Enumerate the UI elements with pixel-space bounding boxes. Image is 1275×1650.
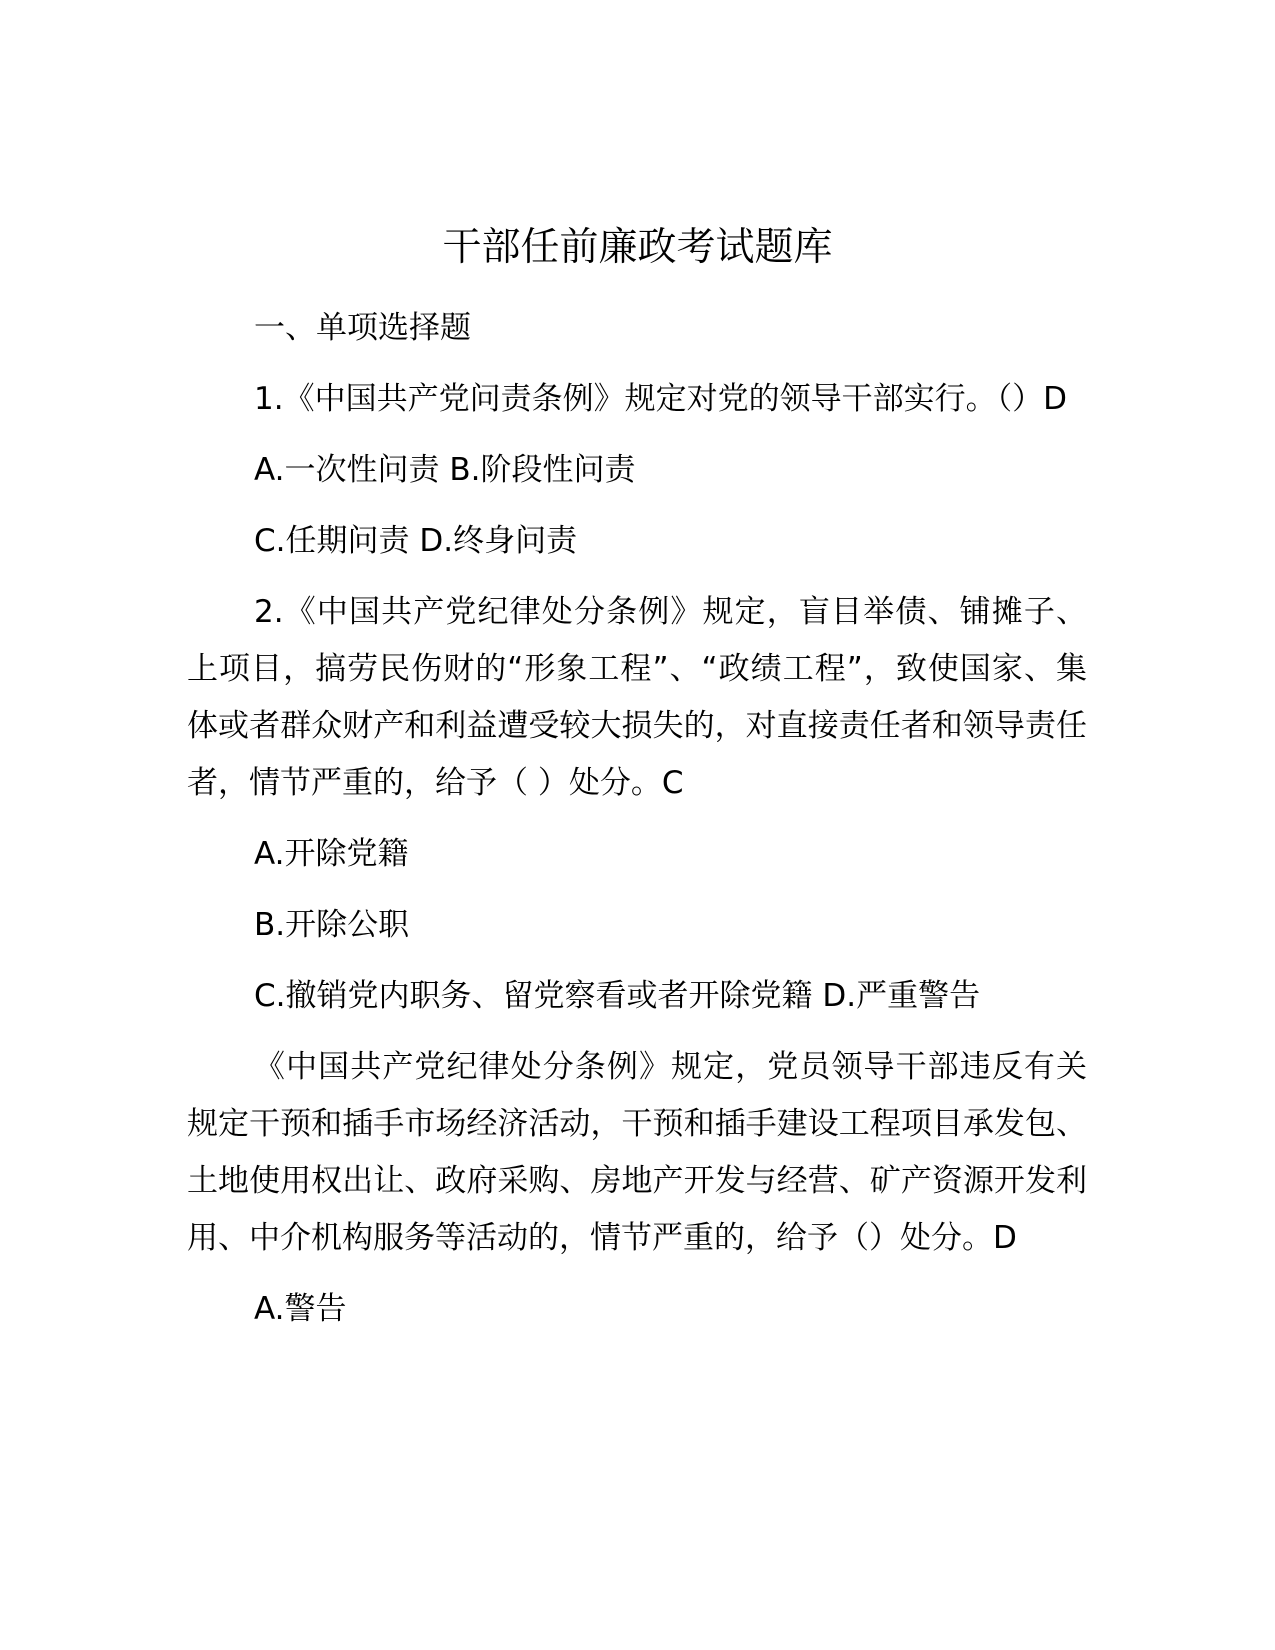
question-2-option-b: B.开除公职 bbox=[254, 907, 410, 943]
question-3: 《中国共产党纪律处分条例》规定，党员领导干部违反有关规定干预和插手市场经济活动，干预和插手建设工程项目承发包、土地使用权出让、政府采购、房地产开发与经营、矿产资源开发利用、中介机构服务等活动的，情节严重的，给予（）处分。D bbox=[187, 1049, 1087, 1256]
question-1: 1.《中国共产党问责条例》规定对党的领导干部实行。（）D bbox=[254, 381, 1067, 417]
question-2-option-a: A.开除党籍 bbox=[254, 836, 409, 872]
question-1-options-cd: C.任期问责 D.终身问责 bbox=[254, 523, 578, 559]
question-3-option-a: A.警告 bbox=[254, 1291, 347, 1327]
question-2: 2.《中国共产党纪律处分条例》规定，盲目举债、铺摊子、上项目，搞劳民伤财的“形象工程”、“政绩工程”，致使国家、集体或者群众财产和利益遭受较大损失的，对直接责任者和领导责任者，情节严重的，给予（ ）处分。C bbox=[187, 594, 1087, 801]
document-body bbox=[187, 300, 1087, 1338]
document-title: 干部任前廉政考试题库 bbox=[442, 225, 833, 270]
question-1-options-ab: A.一次性问责 B.阶段性问责 bbox=[254, 452, 636, 488]
section-heading: 一、单项选择题 bbox=[254, 310, 471, 346]
question-2-options-cd: C.撤销党内职务、留党察看或者开除党籍 D.严重警告 bbox=[254, 978, 981, 1014]
